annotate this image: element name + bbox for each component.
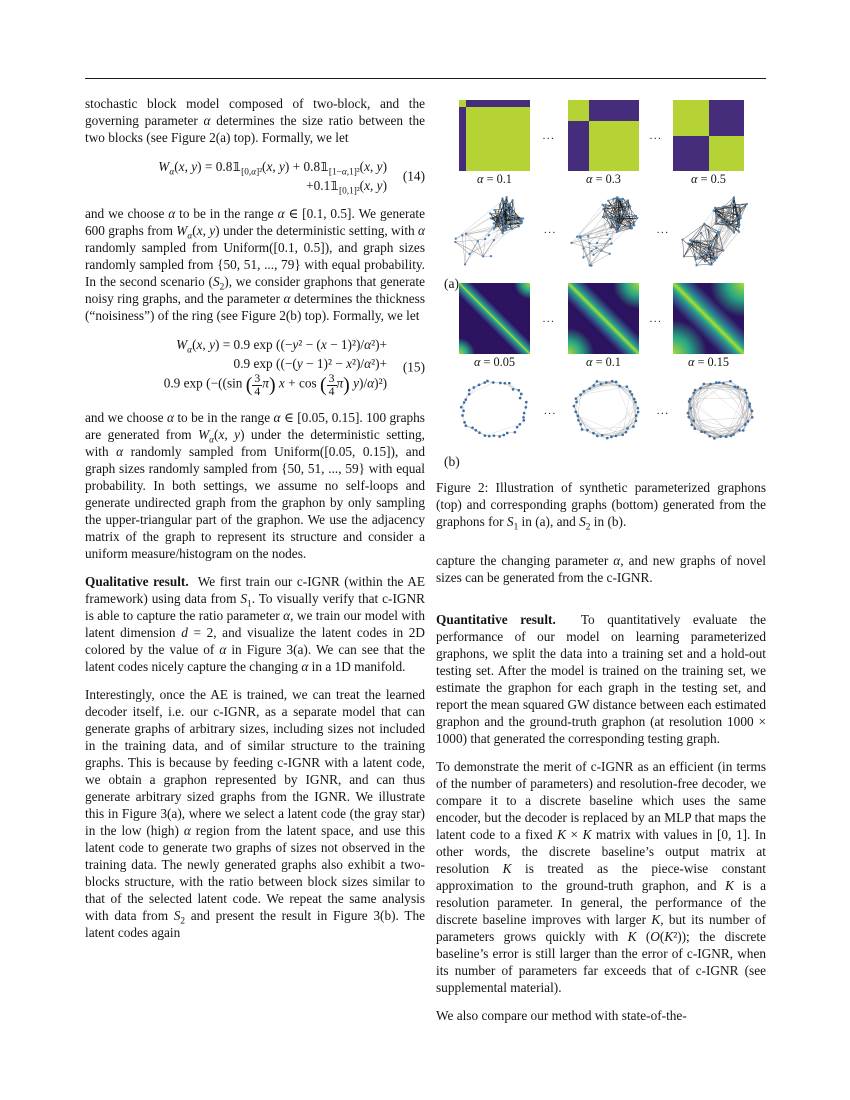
panel-a-marker: (a)	[444, 276, 459, 291]
figure2-panelA-graphon-row	[436, 100, 766, 171]
figure2	[436, 100, 766, 479]
paragraph: and we choose α to be in the range α ∈ [0.1, 0.5]. We generate 600 graphs from $W_\alpha(x$, y) under the deterministic setting, with α randomly sampled from Uniform([0.1, 0.5]), and graph sizes randomly sampled from {50, 51, ..., 79} with equal probability. In the second scenario $(S_2)$, we consider graphons that generate noisy ring graphs, and the parameter α determines the thickness (“noisiness”) of the ring (see Figure 2(b) top). Formally, we let	[85, 206, 426, 323]
paragraph: We also compare our method with state-of-the-	[436, 1008, 687, 1023]
header-rule	[85, 78, 766, 79]
figure2-panelB-graph-row	[436, 369, 766, 451]
equation-15	[85, 335, 425, 399]
graph-plot	[444, 373, 544, 446]
ellipsis: ...	[649, 130, 663, 142]
figure2-panelB-graphon-row	[436, 283, 766, 354]
alpha-label: α = 0.3	[586, 172, 621, 186]
alpha-label: α = 0.15	[687, 355, 730, 369]
paragraph: To demonstrate the merit of c-IGNR as an efficient (in terms of the number of parameters) and resolution-free decoder, we compare it to a discrete baseline which uses the same encoder, but the decoder is replaced by an MLP that maps the latent code to a fixed K × K matrix with values in [0, 1]. In other words, the discrete baseline’s output matrix at resolution K is treated as the piece-wise constant approximation to the ground-truth graphon, and K is a resolution parameter. In general, the performance of the discrete baseline improves with larger K, but its number of parameters grows quickly with K (O(K²)); the discrete baseline’s error is still larger than the error of c-IGNR, when its number of parameters far exceeds that of c-IGNR (see supplemental material).	[436, 759, 767, 995]
sbm-graphon-image	[673, 100, 744, 171]
graph-plot	[670, 191, 770, 268]
panel-b-marker: (b)	[444, 454, 460, 469]
ring-graphon-image	[459, 283, 530, 354]
alpha-label: α = 0.1	[477, 172, 512, 186]
ellipsis: ...	[656, 224, 670, 236]
figure-caption: Figure 2: Illustration of synthetic parameterized graphons (top) and corresponding graphs (bottom) generated from the graphons for $S_1$ in (a), and $S_2$ in (b).	[436, 480, 766, 533]
equation-line: $W_\alpha(x$, $y) = 0.8𝟙_{[0,\alpha]^2}(x$, $y) + 0.8𝟙_{[1-\alpha,1]^2}(x$, y)	[158, 159, 387, 178]
paragraph: Interestingly, once the AE is trained, we can treat the learned decoder itself, i.e. our c-IGNR, as a separate model that can generate graphs of arbitrary sizes, including sizes not included in the training data, and of similar structure to the training graphs. This is because by feeding c-IGNR with a latent code, we obtain a graphon represented by IGNR, and can thus generate arbitrary sized graphs from the IGNR. We illustrate this in Figure 3(a), where we select a latent code (the gray star) in the low (high) α region from the latent space, and use this latent code to generate two graphs of sizes not observed in the training data. The newly generated graphs also exhibit a two-blocks structure, with the ratio between block sizes similar to that of the selected latent code. We repeat the same analysis with data from $S_2$ and present the result in Figure 3(b). The latent codes again	[85, 686, 425, 940]
equation-number: (15)	[402, 359, 425, 375]
figure2-panelA-labels	[436, 173, 766, 186]
left-column	[85, 95, 425, 952]
equation-line: 0.9 exp ((−(y − 1)² − x²)/α²)+	[233, 356, 387, 371]
equation-line: $W_\alpha(x$, y) = 0.9 exp ((−y² − (x − 1)²)/α²)+	[176, 337, 387, 356]
graph-plot	[444, 191, 544, 268]
sbm-graphon-image	[459, 100, 530, 171]
equation-line: 0.9 exp (−((sin ( $\frac{3}{4}$ π) x + cos ( $\frac{3}{4}$ π) y)/α)²)	[163, 372, 387, 399]
paragraph-qualitative-result: Qualitative result. We first train our c-IGNR (within the AE framework) using data from $S_1$. To visually verify that c-IGNR is able to capture the ratio parameter α, we train our model with latent dimension d = 2, and visualize the latent codes in 2D colored by the value of α in Figure 3(a). We can see that the latent codes nicely capture the changing α in a 1D manifold.	[85, 573, 426, 674]
right-column	[436, 95, 766, 1035]
ellipsis: ...	[542, 313, 556, 325]
paragraph: and we choose α to be in the range α ∈ [0.05, 0.15]. 100 graphs are generated from $W_\alpha(x$, y) under the deterministic setting, with α randomly sampled from Uniform([0.05, 0.15]), and graph sizes randomly sampled from {50, 51, ..., 59} with equal probability. In both settings, we assume no self-loops and generate undirected graph from the graphon by only sampling the upper-triangular part of the graphon. We use the adjacency matrix of the graph to represent its structure and consider a uniform measure/histogram on the nodes.	[85, 409, 425, 561]
paragraph-quantitative-result: Quantitative result. To quantitatively evaluate the performance of our model on learning parameterized graphons, we split the data into a training set and a hold-out testing set. After the model is trained on the training set, we estimate the graphon for each graph in the testing set, and report the mean squared GW distance between each estimated graphon and the ground-truth graphon (at resolution 1000 × 1000) that generated the corresponding testing graph.	[436, 612, 766, 746]
figure2-panelB-labels	[436, 356, 766, 369]
equation-line: $+0.1𝟙_{[0,1]^2}(x$, y)	[306, 178, 387, 197]
ellipsis: ...	[544, 404, 557, 417]
ellipsis: ...	[542, 130, 556, 142]
ellipsis: ...	[656, 404, 670, 417]
figure2-panelA-graph-row	[436, 187, 766, 272]
ring-graphon-image	[568, 283, 639, 354]
ellipsis: ...	[544, 224, 557, 236]
graph-plot	[670, 373, 770, 446]
ellipsis: ...	[649, 313, 663, 325]
alpha-label: α = 0.1	[586, 355, 621, 369]
alpha-label: α = 0.05	[473, 355, 516, 369]
graph-plot	[557, 191, 657, 268]
alpha-label: α = 0.5	[691, 172, 726, 186]
sbm-graphon-image	[568, 100, 639, 171]
equation-14	[85, 157, 425, 195]
equation-number: (14)	[402, 168, 425, 184]
paragraph: stochastic block model composed of two-block, and the governing parameter α determines the size ratio between the two blocks (see Figure 2(a) top). Formally, we let	[85, 96, 425, 145]
ring-graphon-image	[673, 283, 744, 354]
paragraph: capture the changing parameter α, and new graphs of novel sizes can be generated from the c-IGNR.	[436, 553, 766, 585]
graph-plot	[557, 373, 657, 446]
